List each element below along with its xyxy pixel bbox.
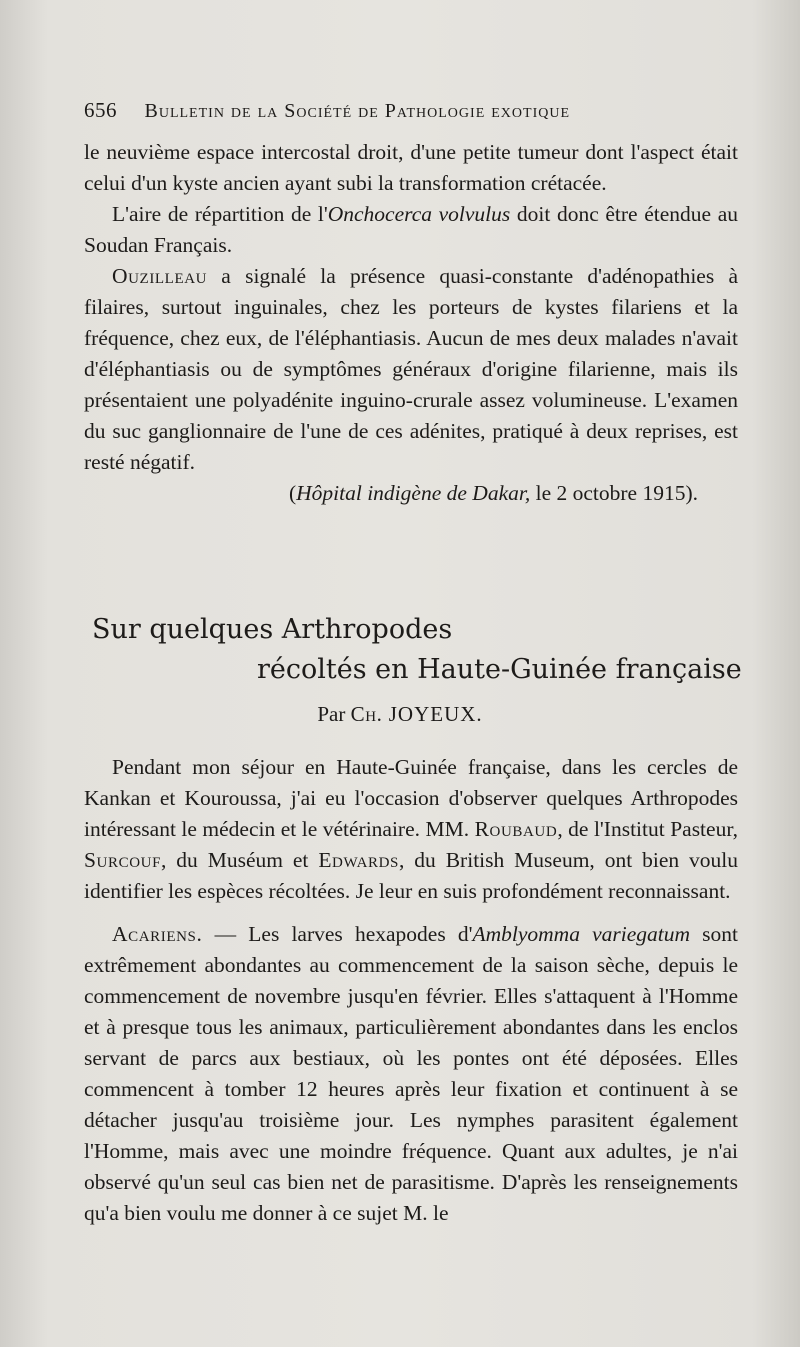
running-title: Bulletin de la Société de Pathologie exotique — [144, 100, 571, 122]
running-header — [84, 98, 724, 123]
author-name: Surcouf — [84, 848, 162, 872]
place-date-signature: (Hôpital indigène de Dakar, le 2 octobre 1915). — [288, 481, 698, 505]
paragraph: le neuvième espace intercostal droit, d'une petite tumeur dont l'aspect était celui d'un kyste ancien ayant subi la transformation crétacée. — [84, 140, 738, 195]
paragraph: L'aire de répartition de l'Onchocerca volvulus doit donc être étendue au Soudan Français. — [84, 202, 738, 257]
paragraph: Ouzilleau a signalé la présence quasi-constante d'adénopathies à filaires, surtout inguinales, chez les porteurs de kystes filariens et la fréquence, chez eux, de l'éléphantiasis. Aucun de mes deux malades n'avait d'éléphantiasis ou de symptômes généraux d'origine filarienne, mais ils présentaient une polyadénite inguino-crurale assez volumineuse. L'examen du suc ganglionnaire de l'une de ces adénites, pratiqué à deux reprises, est resté négatif. — [84, 264, 738, 474]
paragraph: Acariens. — Les larves hexapodes d'Amblyomma variegatum sont extrêmement abondantes au commencement de la saison sèche, depuis le commencement de novembre jusqu'en février. Elles s'attaquent à l'Homme et à presque tous les animaux, particulièrement abondantes dans les enclos servant de parcs aux bestiaux, où les pontes ont été déposées. Elles commencent à tomber 12 heures après leur fixation et continuent à se détacher jusqu'au troisième jour. Les nymphes parasitent également l'Homme, mais avec une moindre fréquence. Quant aux adultes, je n'ai observé qu'un seul cas bien net de parasitisme. D'après les renseignements qu'a bien voulu me donner à ce sujet M. le — [84, 922, 739, 1225]
species-name: Amblyomma variegatum — [472, 922, 691, 946]
previous-article-text — [84, 137, 738, 509]
author-name: Roubaud — [474, 817, 558, 841]
paragraph: Pendant mon séjour en Haute-Guinée française, dans les cercles de Kankan et Kouroussa, j'ai eu l'occasion d'observer quelques Arthropodes intéressant le médecin et le vétérinaire. MM. Roubaud, de l'Institut Pasteur, Surcouf, du Muséum et Edwards, du British Museum, ont bien voulu identifier les espèces récoltées. Je leur en suis profondément reconnaissant. — [84, 755, 738, 903]
author-name: Edwards — [318, 848, 400, 872]
page-number: 656 — [84, 98, 117, 122]
section-heading: Acariens. — [112, 922, 203, 946]
article-byline: Par Ch. JOYEUX. — [317, 702, 483, 726]
author-name: Ouzilleau — [112, 264, 208, 288]
article-body — [84, 752, 738, 1229]
species-name: Onchocerca volvulus — [327, 202, 511, 226]
article-title: Sur quelques Arthropodes récoltés en Haute-Guinée française — [92, 614, 742, 685]
